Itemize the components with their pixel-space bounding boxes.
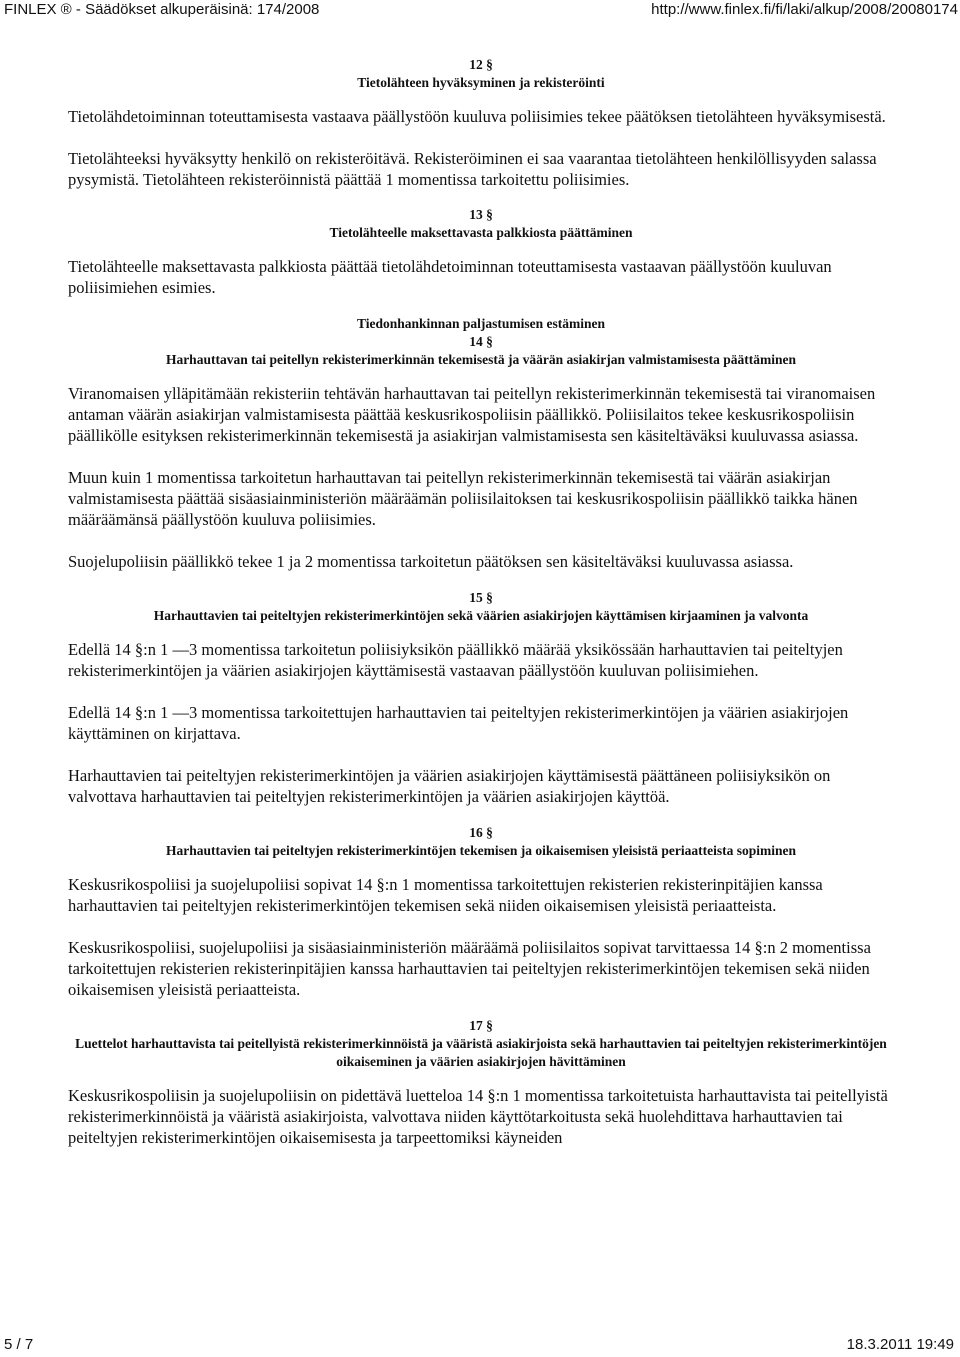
section-number: 15 § bbox=[469, 590, 493, 605]
paragraph: Tietolähteelle maksettavasta palkkiosta päättää tietolähdetoiminnan toteuttamisesta vastaavan päällystöön kuuluvan poliisimiehen esimies. bbox=[68, 257, 832, 297]
header-url[interactable]: http://www.finlex.fi/fi/laki/alkup/2008/20080174 bbox=[651, 1, 958, 18]
paragraph: Edellä 14 §:n 1 —3 momentissa tarkoitetun poliisiyksikön päällikkö määrää yksikössään harhauttavien tai peiteltyjen rekisterimerkintöjen ja väärien asiakirjojen käyttämisestä vastaavan päällystöön kuuluvan poliisimiehen. bbox=[68, 640, 843, 680]
page-header bbox=[0, 0, 960, 22]
section-number: 14 § bbox=[469, 334, 493, 349]
section-title: Tietolähteelle maksettavasta palkkiosta päättäminen bbox=[329, 225, 633, 240]
paragraph: Keskusrikospoliisi ja suojelupoliisi sopivat 14 §:n 1 momentissa tarkoitettujen rekisterien rekisterinpitäjien kanssa harhauttavien tai peiteltyjen rekisterimerkintöjen tekemisen sekä niiden oikaisemisen yleisistä periaatteista. bbox=[68, 875, 823, 915]
section-title: Harhauttavien tai peiteltyjen rekisterimerkintöjen sekä väärien asiakirjojen käyttämisen kirjaaminen ja valvonta bbox=[153, 608, 809, 623]
paragraph: Edellä 14 §:n 1 —3 momentissa tarkoitettujen harhauttavien tai peiteltyjen rekisterimerkintöjen ja väärien asiakirjojen käyttäminen on kirjattava. bbox=[68, 703, 849, 743]
section-14 bbox=[68, 315, 894, 572]
section-number: 12 § bbox=[469, 57, 493, 72]
paragraph: Tietolähdetoiminnan toteuttamisesta vastaava päällystöön kuuluva poliisimies tekee päätöksen tietolähteen hyväksymisestä. bbox=[68, 107, 886, 126]
section-13 bbox=[68, 206, 894, 298]
paragraph: Viranomaisen ylläpitämään rekisteriin tehtävän harhauttavan tai peitellyn rekisterimerkinnän tekemisestä tai viranomaisen antaman väärän asiakirjan valmistamisesta päättää keskusrikospoliisin päällikkö. Poliisilaitos tekee keskusrikospoliisin päällikölle esityksen rekisterimerkinnän tekemisestä ja asiakirjan valmistamisesta sen käsiteltäväksi kuuluvassa asiassa. bbox=[68, 384, 876, 445]
section-number: 13 § bbox=[469, 207, 493, 222]
section-title: Harhauttavien tai peiteltyjen rekisterimerkintöjen tekemisen ja oikaisemisen yleisistä periaatteista sopiminen bbox=[165, 843, 797, 858]
section-number: 16 § bbox=[469, 825, 493, 840]
paragraph: Suojelupoliisin päällikkö tekee 1 ja 2 momentissa tarkoitetun päätöksen sen käsiteltäväksi kuuluvassa asiassa. bbox=[68, 552, 794, 571]
page-footer bbox=[0, 1335, 960, 1357]
print-timestamp: 18.3.2011 19:49 bbox=[846, 1336, 954, 1353]
paragraph: Tietolähteeksi hyväksytty henkilö on rekisteröitävä. Rekisteröiminen ei saa vaarantaa tietolähteen henkilöllisyyden salassa pysymistä. Tietolähteen rekisteröinnistä päättää 1 momentissa tarkoitettu poliisimies. bbox=[68, 149, 877, 189]
header-title: FINLEX ® - Säädökset alkuperäisinä: 174/2008 bbox=[4, 1, 320, 18]
section-12 bbox=[68, 56, 894, 190]
paragraph: Keskusrikospoliisin ja suojelupoliisin on pidettävä luetteloa 14 §:n 1 momentissa tarkoitetuista harhauttavista tai peitellyistä rekisterimerkinnöistä ja vääristä asiakirjoista, valvottava niiden käyttötarkoitusta sekä huolehdittava harhauttavien tai peiteltyjen rekisterimerkintöjen oikaisemisesta ja tarpeettomiksi käyneiden bbox=[68, 1086, 888, 1147]
section-title: Tietolähteen hyväksyminen ja rekisteröinti bbox=[357, 75, 605, 90]
section-title: Luettelot harhauttavista tai peitellyistä rekisterimerkinnöistä ja vääristä asiakirjoista sekä harhauttavien tai peiteltyjen rekisterimerkintöjen oikaiseminen ja väärien asiakirjojen hävittäminen bbox=[75, 1036, 887, 1069]
paragraph: Muun kuin 1 momentissa tarkoitetun harhauttavan tai peitellyn rekisterimerkinnän tekemisestä tai väärän asiakirjan valmistamisesta päättää sisäasiainministeriön määräämän poliisilaitoksen tai keskusrikospoliisin päällikkö taikka hänen määräämänsä päällystöön kuuluva poliisimies. bbox=[68, 468, 858, 529]
section-17 bbox=[68, 1017, 894, 1148]
section-number: 17 § bbox=[469, 1018, 493, 1033]
section-15 bbox=[68, 589, 894, 807]
section-16 bbox=[68, 824, 894, 1000]
page-number: 5 / 7 bbox=[4, 1336, 34, 1353]
paragraph: Keskusrikospoliisi, suojelupoliisi ja sisäasiainministeriön määräämä poliisilaitos sopivat tarvittaessa 14 §:n 2 momentissa tarkoitettujen rekisterien rekisterinpitäjien kanssa harhauttavien tai peiteltyjen rekisterimerkintöjen tekemisen sekä niiden oikaisemisen yleisistä periaatteista. bbox=[68, 938, 871, 999]
chapter-title: Tiedonhankinnan paljastumisen estäminen bbox=[356, 316, 606, 331]
document-body bbox=[68, 56, 894, 1169]
section-title: Harhauttavan tai peitellyn rekisterimerkinnän tekemisestä ja väärän asiakirjan valmistamisesta päättäminen bbox=[165, 352, 797, 367]
paragraph: Harhauttavien tai peiteltyjen rekisterimerkintöjen ja väärien asiakirjojen käyttämisestä päättäneen poliisiyksikön on valvottava harhauttavien tai peiteltyjen rekisterimerkintöjen ja väärien asiakirjojen käyttöä. bbox=[68, 766, 831, 806]
